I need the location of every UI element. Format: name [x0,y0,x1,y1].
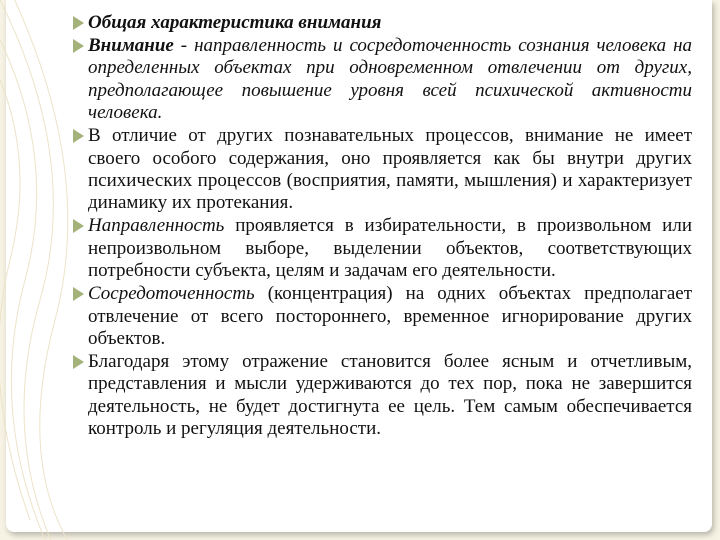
term-concentration: Сосредоточенность [88,283,255,305]
result-text: Благодаря этому отражение становится более ясным и отчетливым, представления и мысли удерживаются до тех пор, пока не завершится деятельность, не будет достигнута ее цель. Тем самым обеспечивается контроль и регуляция деятельности. [88,351,692,440]
bullet-concentration [72,283,692,350]
bullet-heading [72,12,692,34]
arrow-bullet-icon [72,218,86,234]
definition-text: - направленность и сосредоточенность сознания человека на определенных объектах при одновременном отвлечении от других, предполагающее повышение уровня всей психической активности человека. [88,35,692,124]
arrow-bullet-icon [72,38,86,54]
arrow-bullet-icon [72,286,86,302]
term-direction: Направленность [88,215,225,237]
bullet-difference [72,125,692,215]
term-attention: Внимание [88,35,174,56]
difference-text: В отличие от других познавательных процессов, внимание не имеет своего особого содержания, оно проявляется как бы внутри других психических процессов (восприятия, памяти, мышления) и характеризует динамику их протекания. [88,125,692,214]
bullet-definition [72,35,692,125]
heading-text: Общая характеристика внимания [88,12,382,33]
arrow-bullet-icon [72,15,86,31]
concentration-text: (концентрация) на одних объектах предполагает отвлечение от всего постороннего, временное игнорирование других объектов. [88,283,692,350]
bullet-direction [72,215,692,282]
arrow-bullet-icon [72,354,86,370]
bullet-result [72,351,692,441]
arrow-bullet-icon [72,128,86,144]
bullet-list [72,12,692,441]
direction-text: проявляется в избирательности, в произвольном или непроизвольном выборе, выделении объектов, соответствующих потребности субъекта, целям и задачам его деятельности. [88,215,692,282]
